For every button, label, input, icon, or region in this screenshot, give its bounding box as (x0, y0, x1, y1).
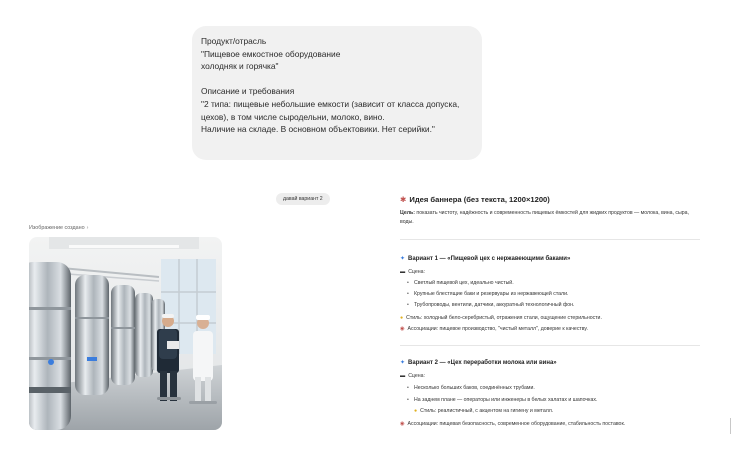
variant1-assoc-text: Ассоциации: пищевое производство, "чистый металл", доверие к качеству. (407, 326, 588, 332)
variant1-assoc (400, 326, 588, 332)
variant2-title-text: Вариант 2 — «Цех переработки молока или вина» (408, 360, 557, 366)
variant2-style-text: Стиль: реалистичный, с акцентом на гигиену и металл. (420, 408, 554, 414)
list-item: • Крупные блестящие баки и резервуары из нержавеющей стали. (414, 291, 568, 297)
target-icon: ◉ (400, 326, 405, 332)
user-message-line: Продукт/отрасль (201, 36, 267, 46)
variant2-scene (400, 373, 425, 379)
variant1-scene-label: Сцена: (408, 269, 425, 275)
lightbulb-icon: ● (400, 315, 404, 321)
sparkle-icon: ✦ (400, 360, 406, 366)
divider (400, 239, 700, 240)
user-message-line: холодняк и горячка" (201, 61, 279, 72)
lightbulb-icon: ● (414, 408, 418, 414)
image-created-text: Изображение создано (29, 225, 85, 231)
response-title (400, 195, 550, 204)
list-item: • На заднем плане — операторы или инженеры в белых халатах и шапочках. (414, 397, 597, 403)
target-icon: ◉ (400, 421, 405, 427)
user-message-line: Наличие на складе. В основном объектовики. Нет серийки." (201, 124, 435, 135)
scene-icon: ▬ (400, 373, 406, 379)
image-created-label[interactable] (29, 225, 88, 231)
variant1-title (400, 255, 570, 262)
variant1-style (400, 315, 602, 321)
variant2-title (400, 359, 557, 366)
user-message-line: Описание и требования (201, 86, 295, 97)
goal-label: Цель: (400, 210, 415, 216)
divider (400, 345, 700, 346)
variant1-style-text: Стиль: холодный бело-серебристый, отражения стали, ощущение стерильности. (406, 315, 602, 321)
variant2-scene-label: Сцена: (408, 373, 425, 379)
response-goal (400, 209, 700, 227)
variant1-scene (400, 269, 425, 275)
scene-icon: ▬ (400, 269, 406, 275)
palette-icon: ✱ (400, 195, 407, 204)
scrollbar[interactable] (730, 418, 731, 434)
user-message-line: "Пищевое емкостное оборудование (201, 48, 341, 59)
list-item: • Несколько больших баков, соединённых трубами. (414, 385, 535, 391)
response-title-text: Идея баннера (без текста, 1200×1200) (409, 195, 550, 204)
user-prompt-chip[interactable]: давай вариант 2 (276, 193, 330, 205)
variant1-title-text: Вариант 1 — «Пищевой цех с нержавеющими баками» (408, 256, 571, 262)
goal-text: показать чистоту, надёжность и современность пищевых ёмкостей для жидких продуктов — молока, вина, сыра, воды. (400, 210, 689, 225)
variant2-assoc (400, 421, 625, 427)
chevron-right-icon: › (86, 225, 89, 231)
variant2-style (414, 408, 553, 414)
list-item: • Трубопроводы, вентили, датчики, аккуратный технологичный фон. (414, 302, 574, 308)
user-message-bubble (192, 26, 482, 160)
user-message-line: "2 типа: пищевые небольшие емкости (зависит от класса допуска, (201, 98, 460, 109)
factory-image (29, 237, 222, 430)
variant2-assoc-text: Ассоциации: пищевая безопасность, современное оборудование, стабильность поставок. (407, 421, 626, 427)
generated-image[interactable] (29, 237, 222, 430)
list-item: • Светлый пищевой цех, идеально чистый. (414, 280, 514, 286)
user-message-line: цехов), в том числе сыродельни, молоко, вино. (201, 111, 385, 122)
sparkle-icon: ✦ (400, 256, 406, 262)
user-message-gap (201, 73, 474, 86)
